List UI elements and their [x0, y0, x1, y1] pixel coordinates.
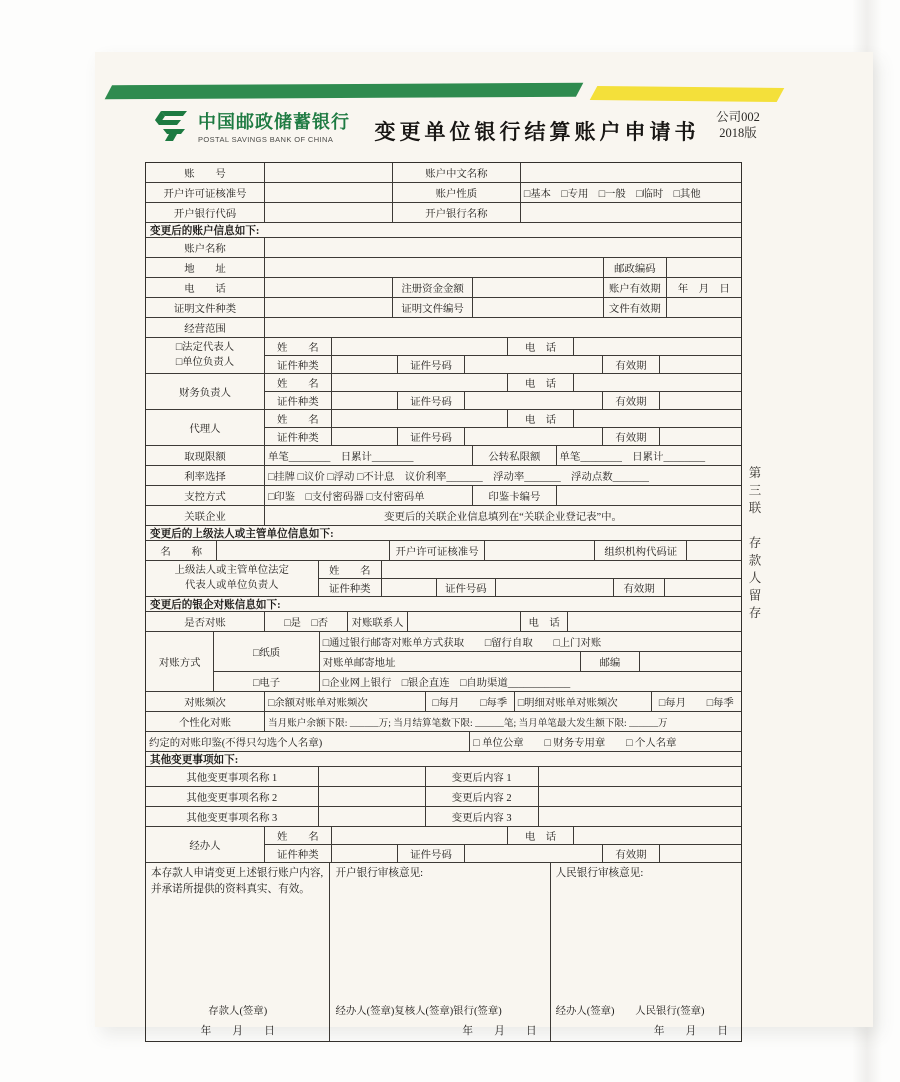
- field-business-scope: [265, 318, 741, 337]
- recon-paper-rows: [214, 632, 741, 672]
- field-transfer-limit: 单笔________ 日累计________: [559, 452, 706, 463]
- label-superior-permit: 开户许可证核准号: [390, 541, 485, 560]
- field-superior-name: [217, 541, 390, 560]
- table-row: [319, 579, 741, 596]
- field-cert-validity: [667, 298, 741, 317]
- field-name: [332, 827, 508, 844]
- form-number-code: 公司002: [716, 110, 760, 124]
- form-title: 变更单位银行结算账户申请书: [374, 121, 700, 144]
- label-account-nature: 账户性质: [393, 183, 521, 202]
- pboc-signature-labels: 经办人(签章) 人民银行(签章): [555, 1006, 705, 1017]
- declaration-text: 本存款人申请变更上述银行账户内容,并承诺所提供的资料真实、有效。: [151, 868, 324, 896]
- label-other-content-2: 变更后内容 2: [426, 787, 539, 806]
- field-id-type: [332, 356, 399, 373]
- label-id-type: 证件种类: [265, 845, 332, 862]
- bank-review-cell: [330, 863, 550, 1041]
- label-acct-name: 账户名称: [146, 238, 265, 257]
- table-row: [146, 807, 741, 827]
- label-superior-rep: [146, 561, 319, 596]
- label-account-no: 账 号: [146, 163, 265, 182]
- pboc-review-label: 人民银行审核意见:: [555, 868, 644, 879]
- table-row: [146, 506, 741, 526]
- table-row: [265, 827, 741, 845]
- label-id-type: 证件种类: [265, 356, 332, 373]
- checkbox-balance-frequency: □余额对账单对账频次: [265, 692, 426, 711]
- person-block-operator: [146, 827, 741, 863]
- label-cert-no: 证明文件编号: [393, 298, 473, 317]
- label-agent: 代理人: [146, 410, 265, 445]
- label-agreed-seal: 约定的对账印鉴(不得只勾选个人名章): [146, 732, 470, 751]
- field-account-cn-name: [521, 163, 741, 182]
- checkboxes-agreed-seal: □ 单位公章 □ 财务专用章 □ 个人名章: [473, 738, 677, 749]
- checkboxes-electronic-options: □企业网上银行 □银企直连 □自助渠道____________: [322, 678, 571, 689]
- label-address: 地 址: [146, 258, 265, 277]
- table-row: [265, 338, 741, 356]
- field-other-content-3: [539, 807, 741, 826]
- table-row: [320, 632, 741, 652]
- label-id-type: 证件种类: [265, 392, 332, 409]
- field-id-no: [465, 845, 603, 862]
- label-name: 姓 名: [265, 338, 332, 355]
- label-name: 姓 名: [319, 561, 382, 578]
- section-other-changes: 其他变更事项如下:: [146, 752, 741, 767]
- field-tel: [574, 374, 741, 391]
- field-account-no: [265, 163, 393, 182]
- depositor-declaration-cell: [146, 863, 330, 1041]
- recon-method-block: [146, 632, 741, 692]
- label-account-cn-name: 账户中文名称: [393, 163, 521, 182]
- field-permit-no: [265, 183, 393, 202]
- label-mail-address: 对账单邮寄地址: [320, 652, 581, 671]
- table-row: [146, 298, 741, 318]
- table-row: [265, 428, 741, 445]
- label-superior-name: 名 称: [146, 541, 217, 560]
- label-cert-validity: 文件有效期: [604, 298, 666, 317]
- table-row: [146, 466, 741, 486]
- label-name: 姓 名: [265, 410, 332, 427]
- checkbox-legal-rep: □法定代表人: [175, 342, 235, 354]
- label-tel: 电 话: [508, 374, 575, 391]
- table-row: [265, 410, 741, 428]
- field-recon-tel: [568, 612, 741, 631]
- checkboxes-payment-control: □印鉴 □支付密码器 □支付密码单: [265, 486, 473, 505]
- bank-signature-labels: 经办人(签章)复核人(签章)银行(签章): [335, 1006, 502, 1017]
- field-cert-type: [265, 298, 393, 317]
- checkboxes-balance-period: □每月 □每季: [426, 692, 515, 711]
- bank-review-label: 开户银行审核意见:: [335, 868, 424, 879]
- person-block-finance: [146, 374, 741, 410]
- label-other-item-3: 其他变更事项名称 3: [146, 807, 319, 826]
- section-reconciliation: 变更后的银企对账信息如下:: [146, 597, 741, 612]
- label-id-no: 证件号码: [398, 845, 465, 862]
- psbc-logo-icon: [151, 108, 191, 144]
- label-superior-rep-line2: 代表人或单位负责人: [185, 579, 279, 591]
- field-org-code: [687, 541, 741, 560]
- label-id-no: 证件号码: [398, 392, 465, 409]
- date-line: 年 月 日: [653, 1026, 728, 1037]
- field-id-no: [465, 392, 603, 409]
- field-mail-zip: [640, 652, 741, 671]
- table-row: [319, 561, 741, 579]
- field-other-item-2: [319, 787, 426, 806]
- table-row: [265, 845, 741, 862]
- copy-stub-label: 第三联 存款人留存: [747, 466, 761, 624]
- table-row: [146, 787, 741, 807]
- field-bank-name: [521, 203, 741, 222]
- checkboxes-rate-choice: □挂牌 □议价 □浮动 □不计息 议价利率_______ 浮动率_______ 浮动点数_______: [268, 472, 649, 483]
- field-name: [332, 410, 508, 427]
- label-related-enterprise: 关联企业: [146, 506, 265, 525]
- field-id-type: [382, 579, 437, 596]
- label-bank-name: 开户银行名称: [393, 203, 521, 222]
- label-legal-rep: [146, 338, 265, 373]
- field-other-content-2: [539, 787, 741, 806]
- bank-brand: [151, 108, 350, 144]
- form-number-edition: 2018版: [719, 125, 757, 140]
- label-rate-choice: 利率选择: [146, 466, 265, 485]
- bank-name-cn: 中国邮政储蓄银行: [198, 112, 350, 132]
- field-cash-limit: 单笔________ 日累计________: [265, 446, 473, 465]
- label-postal-code: 邮政编码: [604, 258, 666, 277]
- label-other-content-3: 变更后内容 3: [426, 807, 539, 826]
- label-personalized-recon: 个性化对账: [146, 712, 265, 731]
- label-recon-contact: 对账联系人: [348, 612, 408, 631]
- label-id-type: 证件种类: [265, 428, 332, 445]
- section-superior: 变更后的上级法人或主管单位信息如下:: [146, 526, 741, 541]
- date-line: 年 月 日: [200, 1026, 275, 1037]
- table-row: [146, 612, 741, 632]
- table-row: [146, 446, 741, 466]
- field-id-no: [496, 579, 614, 596]
- field-phone: [265, 278, 393, 297]
- label-payment-control: 支控方式: [146, 486, 265, 505]
- label-other-item-2: 其他变更事项名称 2: [146, 787, 319, 806]
- field-id-validity: [660, 356, 741, 373]
- label-id-validity: 有效期: [614, 579, 665, 596]
- label-org-code: 组织机构代码证: [595, 541, 687, 560]
- label-id-no: 证件号码: [398, 356, 465, 373]
- checkboxes-recon-yesno: □是 □否: [265, 612, 348, 631]
- label-id-no: 证件号码: [437, 579, 496, 596]
- checkboxes-detail-period: □每月 □每季: [658, 698, 734, 709]
- date-line: 年 月 日: [462, 1026, 537, 1037]
- table-row: [146, 486, 741, 506]
- form-number: [683, 110, 793, 141]
- note-related-enterprise: 变更后的关联企业信息填列在“关联企业登记表”中。: [384, 512, 622, 523]
- table-row: [146, 203, 741, 223]
- label-seal-card-no: 印鉴卡编号: [473, 486, 556, 505]
- label-permit-no: 开户许可证核准号: [146, 183, 265, 202]
- table-row: [146, 258, 741, 278]
- label-account-validity: 账户有效期: [604, 278, 666, 297]
- label-cert-type: 证明文件种类: [146, 298, 265, 317]
- checkboxes-paper-options: □通过银行邮寄对账单方式获取 □留行自取 □上门对账: [322, 638, 602, 649]
- person-block-legal-rep: [146, 338, 741, 374]
- field-personalized-recon: 当月账户余额下限: ______万; 当月结算笔数下限: ______笔; 当月单笔最大发生额下限: ______万: [268, 717, 668, 729]
- label-mail-zip: 邮编: [581, 652, 640, 671]
- field-id-validity: [665, 579, 741, 596]
- field-seal-card-no: [557, 486, 741, 505]
- field-superior-permit: [485, 541, 595, 560]
- person-block-agent: [146, 410, 741, 446]
- label-id-validity: 有效期: [603, 392, 660, 409]
- field-id-type: [332, 392, 399, 409]
- label-finance-officer: 财务负责人: [146, 374, 265, 409]
- field-id-no: [465, 356, 603, 373]
- label-tel: 电 话: [508, 410, 575, 427]
- label-other-item-1: 其他变更事项名称 1: [146, 767, 319, 786]
- field-address: [265, 258, 604, 277]
- field-cert-no: [473, 298, 604, 317]
- field-name: [332, 374, 508, 391]
- label-registered-capital: 注册资金金额: [393, 278, 473, 297]
- checkbox-paper: □纸质: [214, 632, 319, 671]
- copy-color-bar-yellow: [590, 86, 785, 102]
- table-row: [146, 163, 741, 183]
- field-bank-code: [265, 203, 393, 222]
- field-account-validity: 年 月 日: [677, 284, 730, 295]
- field-id-validity: [660, 392, 741, 409]
- label-name: 姓 名: [265, 827, 332, 844]
- table-row: [146, 712, 741, 732]
- label-id-validity: 有效期: [603, 428, 660, 445]
- pboc-review-cell: [551, 863, 741, 1041]
- checkboxes-account-nature: □基本 □专用 □一般 □临时 □其他: [523, 189, 701, 200]
- label-name: 姓 名: [265, 374, 332, 391]
- label-phone: 电 话: [146, 278, 265, 297]
- label-cash-limit: 取现限额: [146, 446, 265, 465]
- table-row: [146, 183, 741, 203]
- table-row: [146, 278, 741, 298]
- label-tel: 电 话: [508, 827, 575, 844]
- field-acct-name: [265, 238, 741, 257]
- field-tel: [574, 827, 741, 844]
- field-recon-contact: [408, 612, 521, 631]
- field-id-type: [332, 428, 399, 445]
- section-changed-account: 变更后的账户信息如下:: [146, 223, 741, 238]
- checkbox-detail-frequency: □明细对账单对账频次: [515, 692, 652, 711]
- table-row: [146, 767, 741, 787]
- label-operator: 经办人: [146, 827, 265, 862]
- label-id-no: 证件号码: [398, 428, 465, 445]
- depositor-signature-label: 存款人(签章): [208, 1006, 268, 1017]
- field-name: [332, 338, 508, 355]
- table-row: [146, 732, 741, 752]
- table-row: [265, 356, 741, 373]
- field-id-no: [465, 428, 603, 445]
- field-id-type: [332, 845, 399, 862]
- table-row: [265, 392, 741, 409]
- paper-sheet: [95, 52, 873, 1037]
- label-business-scope: 经营范围: [146, 318, 265, 337]
- label-recon-tel: 电 话: [521, 612, 569, 631]
- table-row: [320, 652, 741, 671]
- table-row: [214, 672, 741, 691]
- signature-block: [146, 863, 741, 1041]
- person-block-superior-rep: [146, 561, 741, 597]
- label-id-validity: 有效期: [603, 356, 660, 373]
- label-bank-code: 开户银行代码: [146, 203, 265, 222]
- label-other-content-1: 变更后内容 1: [426, 767, 539, 786]
- bank-name-en: POSTAL SAVINGS BANK OF CHINA: [198, 135, 334, 144]
- table-row: [146, 692, 741, 712]
- table-row: [146, 541, 741, 561]
- label-id-validity: 有效期: [603, 845, 660, 862]
- label-transfer-limit: 公转私限额: [473, 446, 556, 465]
- field-id-validity: [660, 845, 741, 862]
- copy-color-bar-green: [105, 83, 584, 99]
- label-id-type: 证件种类: [319, 579, 382, 596]
- checkbox-electronic: □电子: [214, 672, 319, 691]
- field-tel: [574, 338, 741, 355]
- checkbox-unit-head: □单位负责人: [175, 356, 235, 368]
- field-other-content-1: [539, 767, 741, 786]
- label-recon-yesno: 是否对账: [146, 612, 265, 631]
- label-recon-method: 对账方式: [146, 632, 214, 691]
- table-row: [146, 238, 741, 258]
- table-row: [265, 374, 741, 392]
- field-name: [382, 561, 741, 578]
- field-registered-capital: [473, 278, 604, 297]
- field-tel: [574, 410, 741, 427]
- field-other-item-1: [319, 767, 426, 786]
- label-recon-frequency: 对账频次: [146, 692, 265, 711]
- form-table: [145, 162, 742, 1042]
- field-other-item-3: [319, 807, 426, 826]
- label-tel: 电 话: [508, 338, 575, 355]
- label-superior-rep-line1: 上级法人或主管单位法定: [174, 565, 289, 577]
- field-id-validity: [660, 428, 741, 445]
- table-row: [146, 318, 741, 338]
- field-postal-code: [667, 258, 741, 277]
